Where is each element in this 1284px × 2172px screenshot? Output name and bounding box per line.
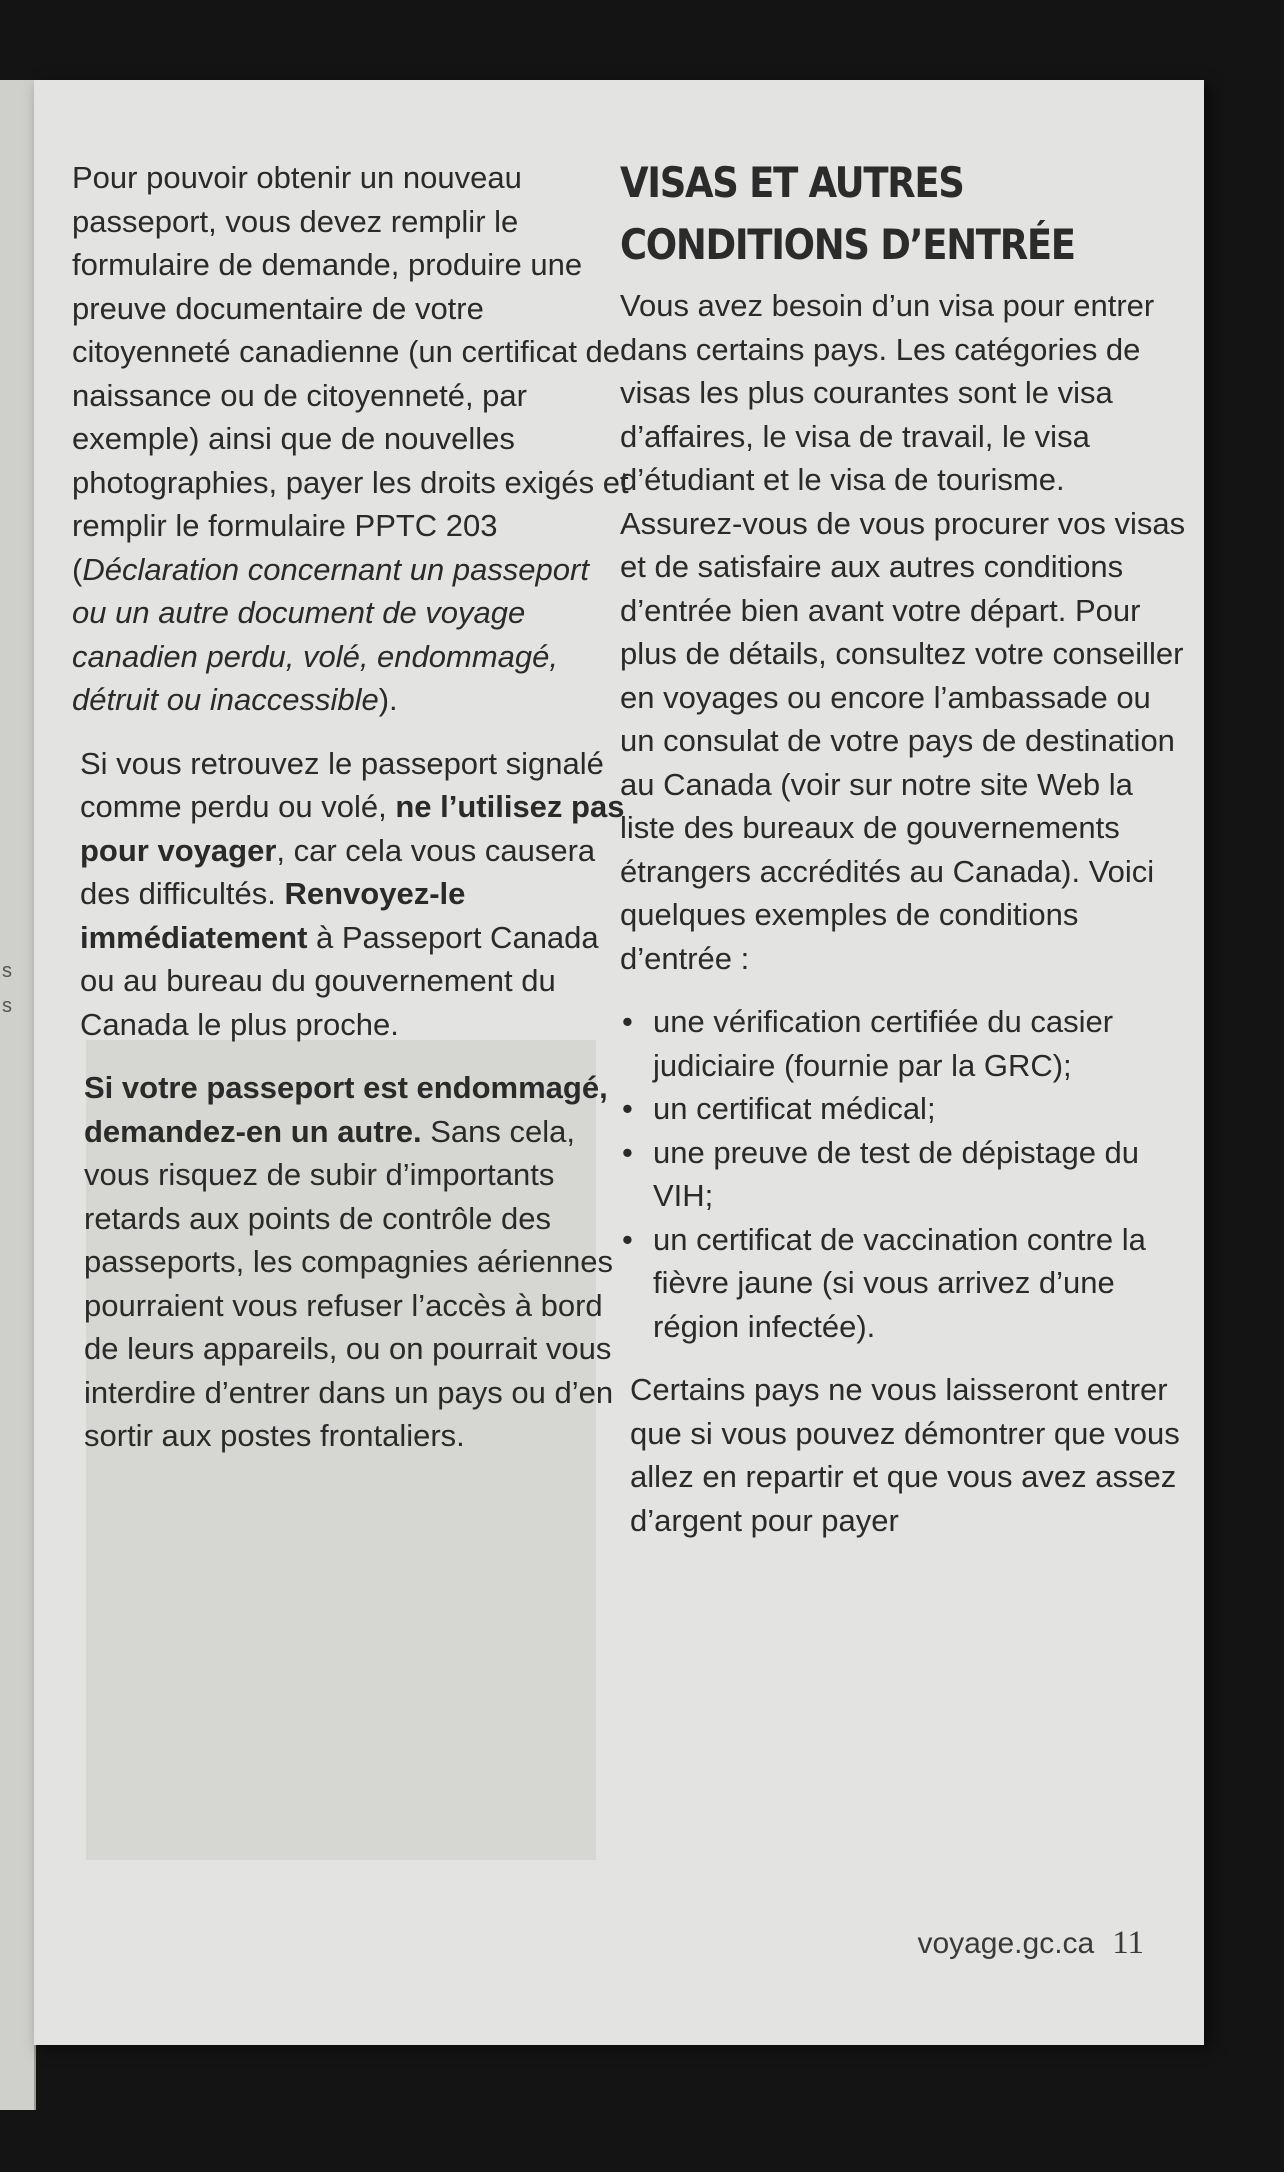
list-item: • un certificat de vaccination contre la fièvre jaune (si vous arrivez d’une région infectée). [620,1218,1190,1349]
adjacent-page-edge: s s [0,80,36,2110]
document-page [34,80,1204,2045]
page-footer [917,1925,1144,1962]
list-item: • un certificat médical; [620,1087,1190,1131]
paragraph-new-passport: Pour pouvoir obtenir un nouveau passeport, vous devez remplir le formulaire de demande, produire une preuve documentaire de votre citoyenneté canadienne (un certificat de naissance ou de citoyenneté, par exemple) ainsi que de nouvelles photographies, payer les droits exigés et remplir le formulaire PPTC 203 (Déclaration concernant un passeport ou un autre document de voyage canadien perdu, volé, endommagé, détruit ou inaccessible). [72,160,629,717]
section-heading: VISAS ET AUTRES CONDITIONS D’ENTRÉE [620,158,1075,269]
paragraph-found-passport: Si vous retrouvez le passeport signalé comme perdu ou volé, ne l’utilisez pas pour voyager, car cela vous causera des difficultés. Renvoyez-le immédiatement à Passeport Canada ou au bureau du gouvernement du Canada le plus proche. [80,745,625,1042]
paragraph-damaged-passport: Si votre passeport est endommagé, demandez-en un autre. Sans cela, vous risquez de subir d’importants retards aux points de contrôle des passeports, les compagnies aériennes pourraient vous refuser l’accès à bord de leurs appareils, ou on pourrait vous interdire d’entrer dans un pays ou d’en sortir aux postes frontaliers. [84,1070,614,1453]
left-column [72,156,632,1478]
paragraph-visas: Vous avez besoin d’un visa pour entrer dans certains pays. Les catégories de visas les plus courantes sont le visa d’affaires, le visa de travail, le visa d’étudiant et le visa de tourisme. Assurez-vous de vous procurer vos visas et de satisfaire aux autres conditions d’entrée bien avant votre départ. Pour plus de détails, consultez votre conseiller en voyages ou encore l’ambassade ou un consulat de votre pays de destination au Canada (voir sur notre site Web la liste des bureaux de gouvernements étrangers accrédités au Canada). Voici quelques exemples de conditions d’entrée : [620,288,1186,976]
website-url: voyage.gc.ca [917,1927,1095,1960]
paragraph-proof-of-funds: Certains pays ne vous laisseront entrer que si vous pouvez démontrer que vous allez en repartir et que vous avez assez d’argent pour payer [630,1372,1180,1538]
entry-conditions-list [620,1000,1190,1348]
list-item: • une vérification certifiée du casier judiciaire (fournie par la GRC); [620,1000,1190,1087]
page-number: 11 [1112,1925,1144,1961]
list-item: • une preuve de test de dépistage du VIH; [620,1131,1190,1218]
right-column [620,152,1190,1562]
